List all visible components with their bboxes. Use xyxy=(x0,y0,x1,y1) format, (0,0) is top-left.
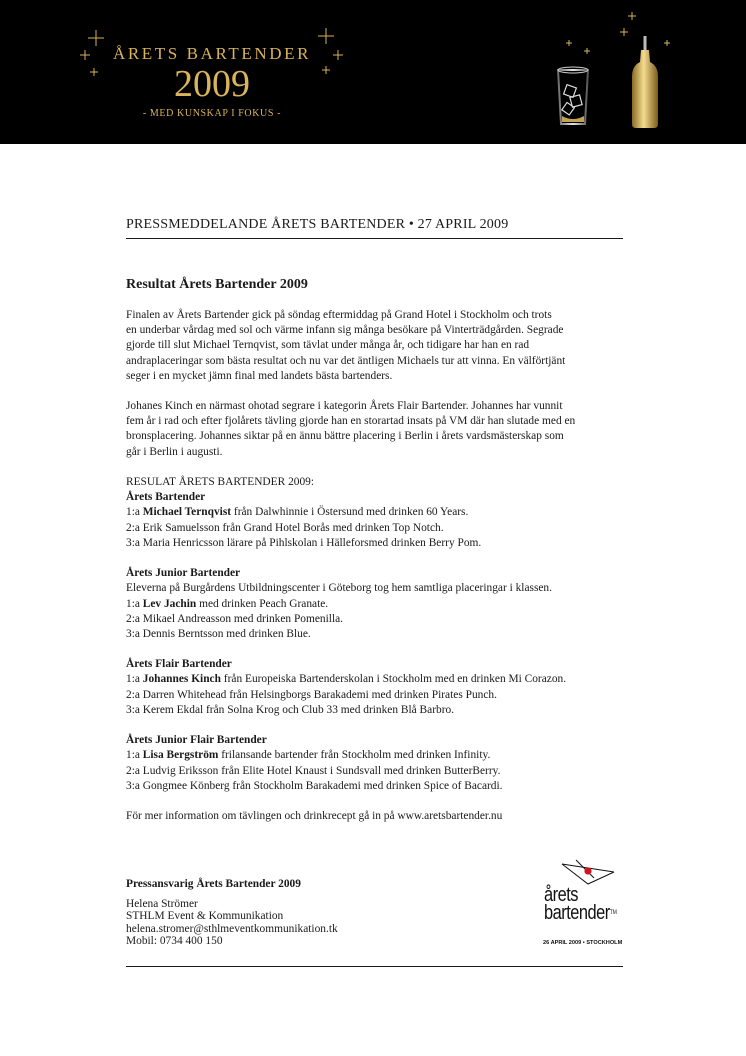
placing-line: 2:a Erik Samuelsson från Grand Hotel Borås med drinken Top Notch. xyxy=(126,521,444,534)
paragraph-line: Johanes Kinch en närmast ohotad segrare i kategorin Årets Flair Bartender. Johannes har vunnit xyxy=(126,400,563,412)
article-title: Resultat Årets Bartender 2009 xyxy=(126,277,308,292)
paragraph-line: Finalen av Årets Bartender gick på söndag eftermiddag på Grand Hotel i Stockholm och trots xyxy=(126,309,552,321)
sparkle-icon xyxy=(80,50,90,60)
placing-line xyxy=(126,505,626,520)
sparkle-icon xyxy=(90,68,98,76)
placing-prefix: 1:a xyxy=(126,673,143,686)
placing-line xyxy=(126,597,626,612)
contact-name: Helena Strömer xyxy=(126,897,198,910)
contact-email: helena.stromer@sthlmeventkommunikation.tk xyxy=(126,922,338,935)
sparkle-icon xyxy=(333,50,343,60)
logo-word-bartender xyxy=(544,902,617,924)
brand-title: ÅRETS BARTENDER xyxy=(112,44,312,63)
placing-prefix: 1:a xyxy=(126,749,143,762)
results-section xyxy=(126,475,626,824)
sparkle-icon xyxy=(566,40,572,46)
placing-line: 3:a Dennis Berntsson med drinken Blue. xyxy=(126,627,311,640)
paragraph-line: fem år i rad och efter fjolårets tävling gjorde han en storartad insats på VM där han slutade med en xyxy=(126,415,576,428)
logo-word-bartender-text: bartender xyxy=(544,902,610,924)
sparkle-icon xyxy=(664,40,670,46)
placing-line: 2:a Ludvig Eriksson från Elite Hotel Knaust i Sundsvall med drinken ButterBerry. xyxy=(126,764,501,777)
header-banner xyxy=(0,0,746,144)
press-contact xyxy=(126,878,426,948)
placing-rest: från Europeiska Bartenderskolan i Stockholm med en drinken Mi Corazon. xyxy=(220,673,567,686)
brand-tagline: - MED KUNSKAP I FOKUS - xyxy=(142,108,282,119)
placing-line: 3:a Kerem Ekdal från Solna Krog och Club 33 med drinken Blå Barbro. xyxy=(126,703,455,716)
paragraph-line: andraplaceringar som bästa resultat och nu var det äntligen Michaels tur att vinna. En välförtjänt xyxy=(126,354,566,367)
brand-year: 2009 xyxy=(174,63,250,105)
results-heading: RESULAT ÅRETS BARTENDER 2009: xyxy=(126,476,315,488)
aretsbartender-logo xyxy=(536,858,628,950)
placing-line: 2:a Mikael Andreasson med drinken Pomenilla. xyxy=(126,612,344,625)
placing-rest: frilansande bartender från Stockholm med drinken Infinity. xyxy=(218,749,491,762)
category-title: Årets Junior Bartender xyxy=(126,567,241,580)
sparkle-icon xyxy=(628,12,636,20)
logo-word-arets: årets xyxy=(544,884,579,906)
winner-name: Lisa Bergström xyxy=(142,749,219,762)
paragraph-line: en underbar vårdag med sol och värme infann sig många besökare på Vinterträdgården. Segrade xyxy=(126,324,564,337)
contact-title: Pressansvarig Årets Bartender 2009 xyxy=(126,878,301,890)
placing-rest: med drinken Peach Granate. xyxy=(196,597,329,610)
category-title: Årets Bartender xyxy=(126,491,206,504)
category-title: Årets Junior Flair Bartender xyxy=(126,734,267,747)
category-title: Årets Flair Bartender xyxy=(126,658,232,671)
placing-line: 2:a Darren Whitehead från Helsingborgs Barakademi med drinken Pirates Punch. xyxy=(126,688,497,701)
sparkle-icon xyxy=(620,28,628,36)
placing-line: 3:a Gongmee Könberg från Stockholm Barakademi med drinken Spice of Bacardi. xyxy=(126,779,503,792)
category-intro: Eleverna på Burgårdens Utbildningscenter i Göteborg tog hem samtliga placeringar i klassen. xyxy=(126,582,552,595)
press-release-heading: PRESSMEDDELANDE ÅRETS BARTENDER • 27 APRIL 2009 xyxy=(126,217,509,232)
trademark-mark: TM xyxy=(609,910,617,916)
placing-line xyxy=(126,672,626,687)
logo-date: 26 APRIL 2009 • STOCKHOLM xyxy=(543,940,623,946)
intro-paragraph xyxy=(126,308,626,384)
placing-line xyxy=(126,748,626,763)
bottom-divider xyxy=(126,966,623,967)
winner-name: Michael Ternqvist xyxy=(142,506,232,519)
placing-line: 3:a Maria Henricsson lärare på Pihlskolan i Hälleforsmed drinken Berry Pom. xyxy=(126,536,482,549)
contact-phone: Mobil: 0734 400 150 xyxy=(126,935,223,948)
paragraph-line: gjorde till slut Michael Ternqvist, som tävlat under många år, och tidigare har han en rad xyxy=(126,339,530,352)
more-info-text: För mer information om tävlingen och drinkrecept gå in på www.aretsbartender.nu xyxy=(126,810,503,823)
sparkle-icon xyxy=(584,48,590,54)
glass-icon xyxy=(556,64,590,128)
placing-prefix: 1:a xyxy=(126,597,143,610)
paragraph-line: bronsplacering. Johannes siktar på en ännu bättre placering i Berlin i årets vardsmästerskap som xyxy=(126,430,564,443)
flair-paragraph xyxy=(126,399,626,460)
winner-name: Johannes Kinch xyxy=(142,673,221,686)
top-divider xyxy=(126,238,623,239)
bottle-icon xyxy=(628,36,662,130)
contact-company: STHLM Event & Kommunikation xyxy=(126,910,284,923)
placing-rest: från Dalwhinnie i Östersund med drinken 60 Years. xyxy=(231,506,469,519)
placing-prefix: 1:a xyxy=(126,506,143,519)
paragraph-line: går i Berlin i augusti. xyxy=(126,445,223,458)
paragraph-line: seger i en mycket jämn final med landets bästa bartenders. xyxy=(126,369,393,382)
winner-name: Lev Jachin xyxy=(142,597,197,610)
sparkle-icon xyxy=(318,28,334,44)
